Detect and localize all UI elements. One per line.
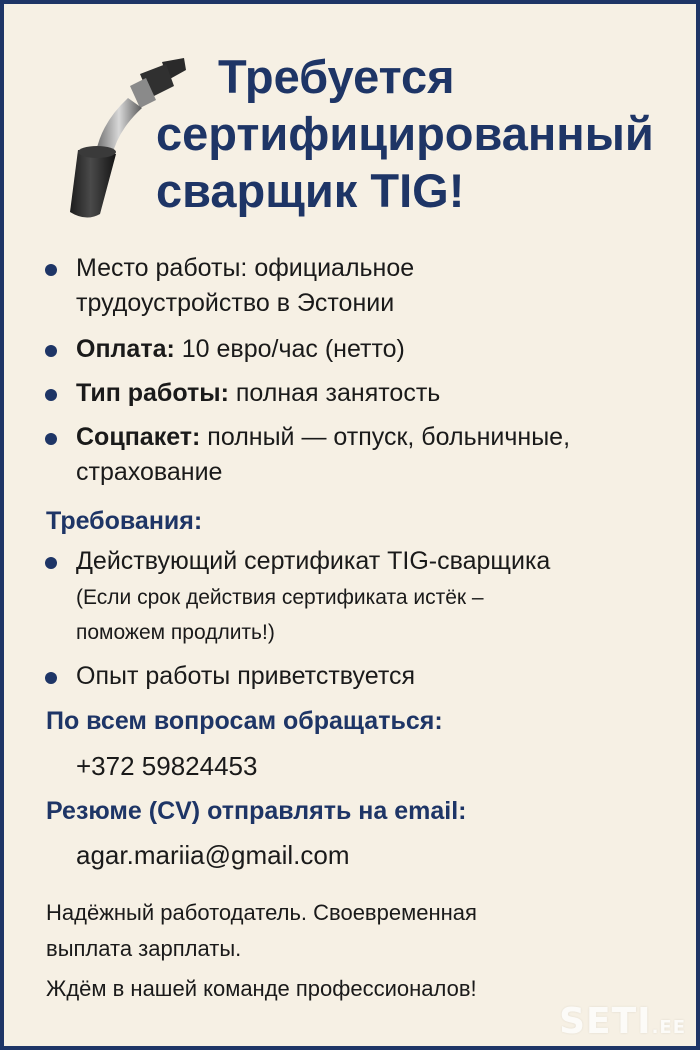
benefit-label: Оплата: [76, 335, 175, 363]
headline [156, 48, 696, 219]
contact-phone[interactable]: +372 59824453 [76, 751, 258, 781]
benefit-label: Тип работы: [76, 379, 229, 407]
bullet-dot-icon [45, 264, 57, 276]
benefits-list [4, 251, 700, 490]
benefit-text: Место работы: официальное [76, 254, 415, 282]
benefit-pay [4, 332, 684, 367]
closing-line: Ждём в нашей команде профессионалов! [46, 976, 477, 1001]
requirement-experience [4, 659, 684, 694]
benefit-text-cont: трудоустройство в Эстонии [76, 289, 395, 317]
employer-note-line-1: Надёжный работодатель. Своевременная [46, 900, 477, 925]
benefit-social [4, 420, 684, 490]
employer-note [46, 895, 666, 967]
benefit-text: полная занятость [228, 379, 441, 407]
benefit-label: Соцпакет: [76, 423, 201, 451]
requirement-text: Опыт работы приветствуется [76, 662, 416, 690]
requirement-text: Действующий сертификат TIG-сварщика [76, 547, 551, 575]
bullet-dot-icon [45, 433, 57, 445]
requirement-certificate [4, 544, 684, 649]
bullet-dot-icon [45, 557, 57, 569]
requirements-list [4, 544, 700, 694]
headline-line-1: Требуется [218, 50, 455, 103]
cv-email[interactable]: agar.mariia@gmail.com [76, 840, 350, 870]
benefit-text: 10 евро/час (нетто) [174, 335, 405, 363]
contact-title: По всем вопросам обращаться: [46, 707, 443, 735]
bullet-dot-icon [45, 672, 57, 684]
benefit-work-type [4, 376, 684, 411]
watermark-logo [559, 1001, 686, 1042]
benefit-text-cont: страхование [76, 458, 223, 486]
cv-title: Резюме (CV) отправлять на email: [46, 797, 467, 825]
benefit-text: полный — отпуск, больничные, [200, 423, 571, 451]
employer-note-line-2: выплата зарплаты. [46, 936, 242, 961]
benefit-workplace [4, 251, 684, 321]
headline-line-3: сварщик TIG! [156, 164, 465, 217]
headline-line-2: сертифицированный [156, 107, 654, 160]
watermark-suffix: .EE [651, 1017, 686, 1038]
requirement-note-cont: поможем продлить!) [76, 621, 275, 644]
bullet-dot-icon [45, 389, 57, 401]
bullet-dot-icon [45, 345, 57, 357]
requirement-note: (Если срок действия сертификата истёк – [76, 586, 484, 609]
requirements-title: Требования: [46, 507, 203, 535]
watermark-main: SETI [559, 1001, 652, 1042]
